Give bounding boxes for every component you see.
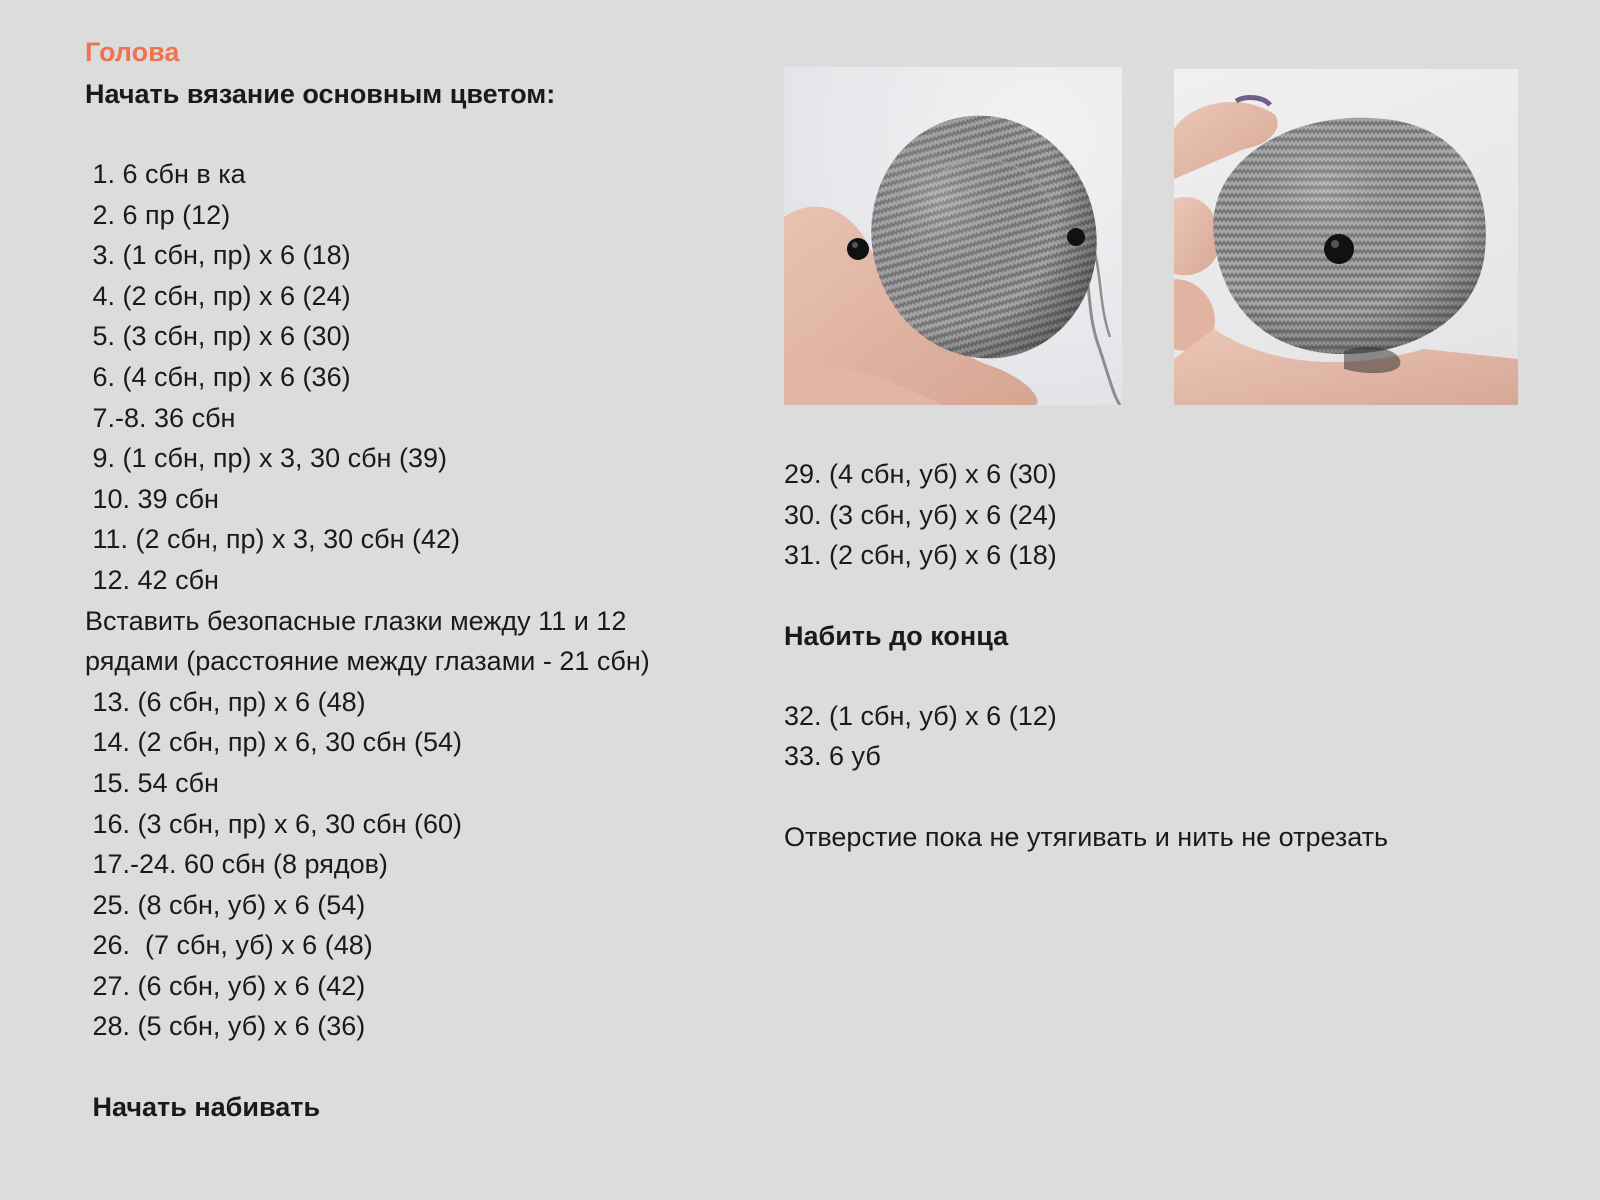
pattern-row: 16. (3 сбн, пр) х 6, 30 сбн (60) xyxy=(85,808,462,839)
pattern-row: 31. (2 сбн, уб) х 6 (18) xyxy=(784,540,1057,571)
pattern-row: 15. 54 сбн xyxy=(85,767,219,798)
pattern-row: 9. (1 сбн, пр) х 3, 30 сбн (39) xyxy=(85,443,447,474)
pattern-row: 25. (8 сбн, уб) х 6 (54) xyxy=(85,889,366,920)
pattern-row: 27. (6 сбн, уб) х 6 (42) xyxy=(85,970,366,1001)
pattern-row: 26. (7 сбн, уб) х 6 (48) xyxy=(85,930,373,961)
stuff-to-end-heading: Набить до конца xyxy=(784,620,1009,651)
section-title: Голова xyxy=(85,37,180,67)
pattern-row: 12. 42 сбн xyxy=(85,564,219,595)
pattern-row: 5. (3 сбн, пр) х 6 (30) xyxy=(85,321,351,352)
pattern-row: 6. (4 сбн, пр) х 6 (36) xyxy=(85,361,351,392)
pattern-row: 2. 6 пр (12) xyxy=(85,199,231,230)
pattern-row: 30. (3 сбн, уб) х 6 (24) xyxy=(784,499,1057,530)
pattern-row: 28. (5 сбн, уб) х 6 (36) xyxy=(85,1011,366,1042)
crochet-head-illustration-1 xyxy=(784,67,1122,405)
rows-list-2 xyxy=(85,682,725,1047)
pattern-row: 29. (4 сбн, уб) х 6 (30) xyxy=(784,459,1057,489)
pattern-row: 1. 6 сбн в ка xyxy=(85,159,246,189)
pattern-row: 13. (6 сбн, пр) х 6 (48) xyxy=(85,686,366,717)
crochet-head-photo-1 xyxy=(784,67,1122,405)
pattern-row: 33. 6 уб xyxy=(784,741,881,772)
pattern-row: 32. (1 сбн, уб) х 6 (12) xyxy=(784,700,1057,731)
subheading: Начать вязание основным цветом: xyxy=(85,79,556,109)
rows-list-3 xyxy=(784,454,1544,576)
left-column xyxy=(85,30,725,1127)
rows-list-4 xyxy=(784,696,1544,777)
closing-note: Отверстие пока не утягивать и нить не отрезать xyxy=(784,821,1389,852)
pattern-row: 11. (2 сбн, пр) х 3, 30 сбн (42) xyxy=(85,524,460,555)
rows-list-1 xyxy=(85,154,725,601)
pattern-row: 7.-8. 36 сбн xyxy=(85,402,236,433)
pattern-row: 3. (1 сбн, пр) х 6 (18) xyxy=(85,240,351,271)
eyes-note: Вставить безопасные глазки между 11 и 12 рядами (расстояние между глазами - 21 сбн) xyxy=(85,605,650,677)
pattern-row: 10. 39 сбн xyxy=(85,483,219,514)
right-column xyxy=(784,454,1544,858)
pattern-row: 4. (2 сбн, пр) х 6 (24) xyxy=(85,280,351,311)
start-stuffing-heading: Начать набивать xyxy=(85,1092,321,1123)
crochet-head-photo-2 xyxy=(1174,69,1518,405)
pattern-row: 17.-24. 60 сбн (8 рядов) xyxy=(85,849,388,880)
pattern-row: 14. (2 сбн, пр) х 6, 30 сбн (54) xyxy=(85,727,462,758)
crochet-head-illustration-2 xyxy=(1174,69,1518,405)
